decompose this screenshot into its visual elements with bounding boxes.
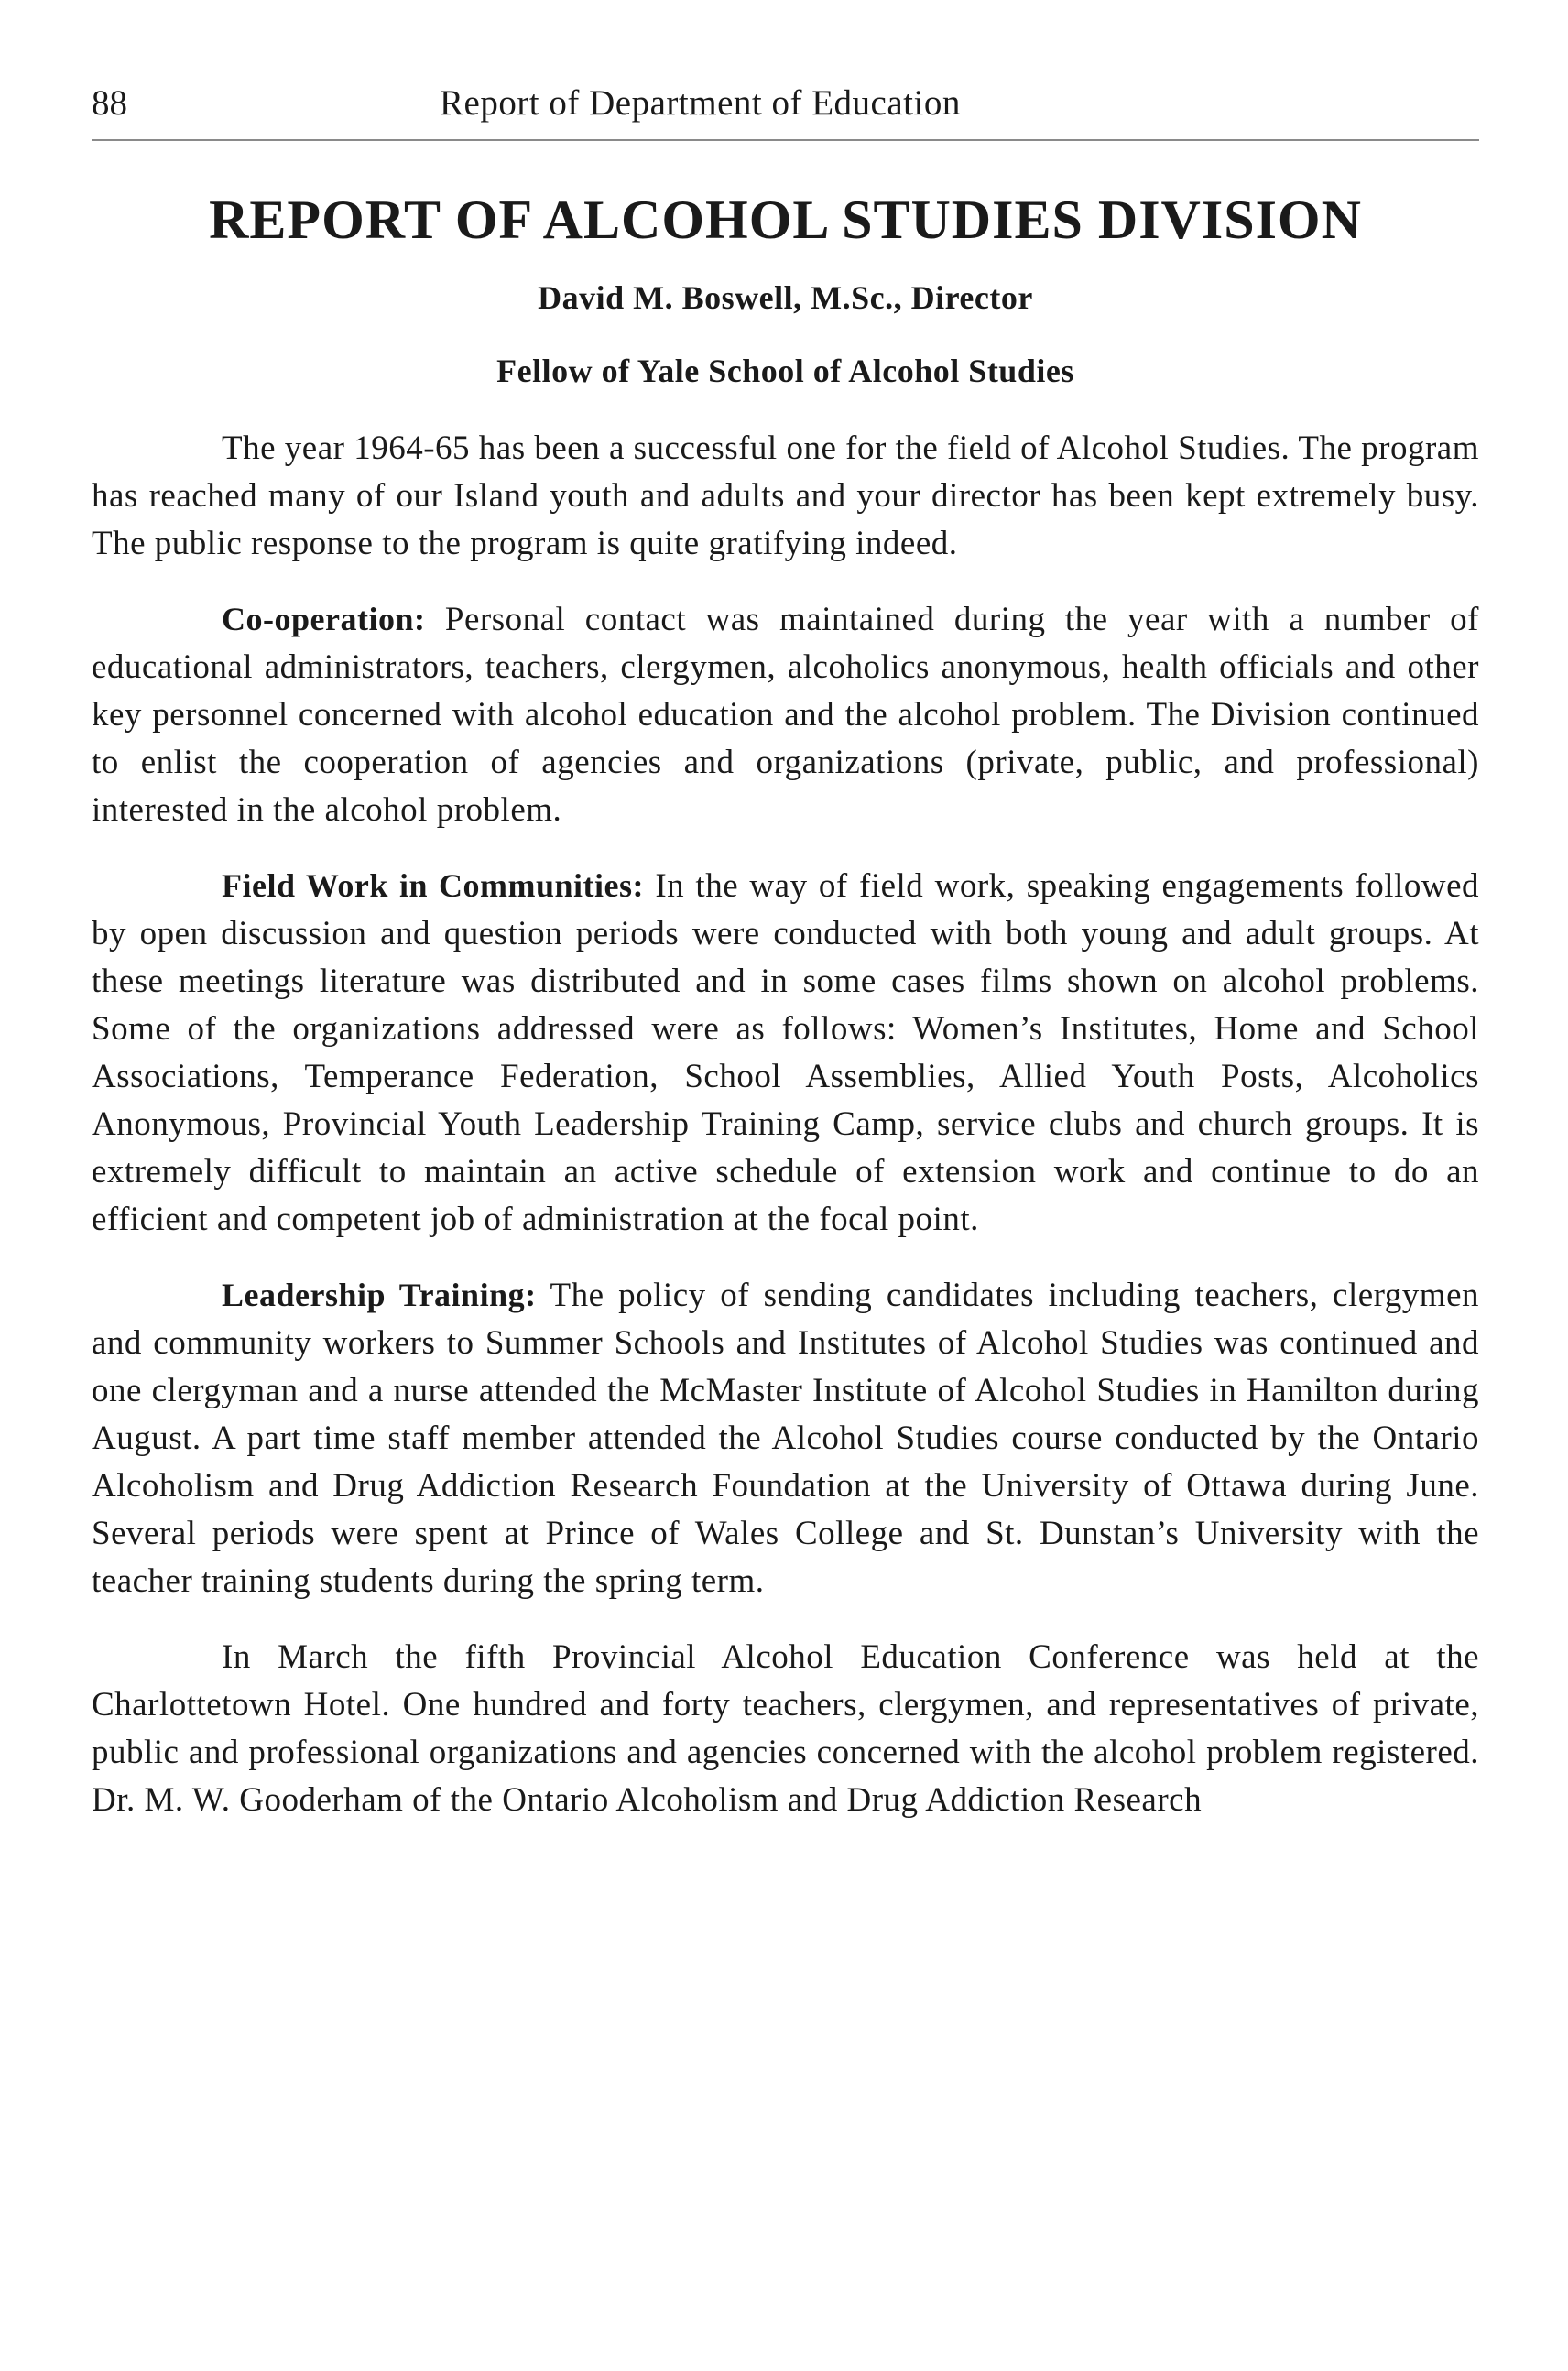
paragraph-lead: Leadership Training: [222, 1277, 537, 1313]
running-header [92, 81, 1479, 126]
header-divider [92, 139, 1479, 141]
paragraph-conference [92, 1633, 1479, 1824]
paragraph-text: Personal contact was maintained during the year with a number of educational administrators, teachers, clergymen, alcoholics anonymous, health officials and other key personnel concerned with alcohol education and the alcohol problem. The Division continued to enlist the cooperation of agencies and organizations (private, public, and professional) interested in the alcohol problem. [92, 601, 1479, 829]
paragraph-leadership-training [92, 1271, 1479, 1605]
body-text [92, 424, 1479, 1852]
paragraph-lead: Co-operation: [222, 601, 426, 637]
page-number: 88 [92, 83, 127, 123]
paragraph-intro [92, 424, 1479, 568]
paragraph-text: In the way of field work, speaking engagements followed by open discussion and question periods were conducted with both young and adult groups. At these meetings literature was distributed and in some cases films shown on alcohol problems. Some of the organizations addressed were as follows: Women’s Institutes, Home and School Associations, Temperance Federation, School Assemblies, Allied Youth Posts, Alcoholics Anonymous, Provincial Youth Leadership Training Camp, service clubs and church groups. It is extremely difficult to maintain an active schedule of extension work and continue to do an efficient and competent job of administration at the focal point. [92, 867, 1479, 1238]
running-title: Report of Department of Education [440, 83, 961, 123]
author-line: David M. Boswell, M.Sc., Director [538, 279, 1033, 316]
paragraph-text: The year 1964-65 has been a successful one for the field of Alcohol Studies. The program has reached many of our Island youth and adults and your director has been kept extremely busy. The public response to the program is quite gratifying indeed. [92, 430, 1479, 562]
paragraph-cooperation [92, 595, 1479, 834]
document-page [92, 0, 1479, 2371]
paragraph-text: In March the fifth Provincial Alcohol Education Conference was held at the Charlottetown Hotel. One hundred and forty teachers, clergymen, and representatives of private, public and professional organizations and agencies concerned with the alcohol problem registered. Dr. M. W. Gooderham of the Ontario Alcoholism and Drug Addiction Research [92, 1638, 1479, 1819]
paragraph-field-work [92, 862, 1479, 1244]
affiliation-line: Fellow of Yale School of Alcohol Studies [496, 353, 1074, 389]
report-title: REPORT OF ALCOHOL STUDIES DIVISION [209, 190, 1362, 250]
paragraph-text: The policy of sending candidates including teachers, clergymen and community workers to Summer Schools and Institutes of Alcohol Studies was continued and one clergyman and a nurse attended the McMaster Institute of Alcohol Studies in Hamilton during August. A part time staff member attended the Alcohol Studies course conducted by the Ontario Alcoholism and Drug Addiction Research Foundation at the University of Ottawa during June. Several periods were spent at Prince of Wales College and St. Dunstan’s University with the teacher training students during the spring term. [92, 1277, 1480, 1600]
paragraph-lead: Field Work in Communities: [222, 867, 645, 904]
